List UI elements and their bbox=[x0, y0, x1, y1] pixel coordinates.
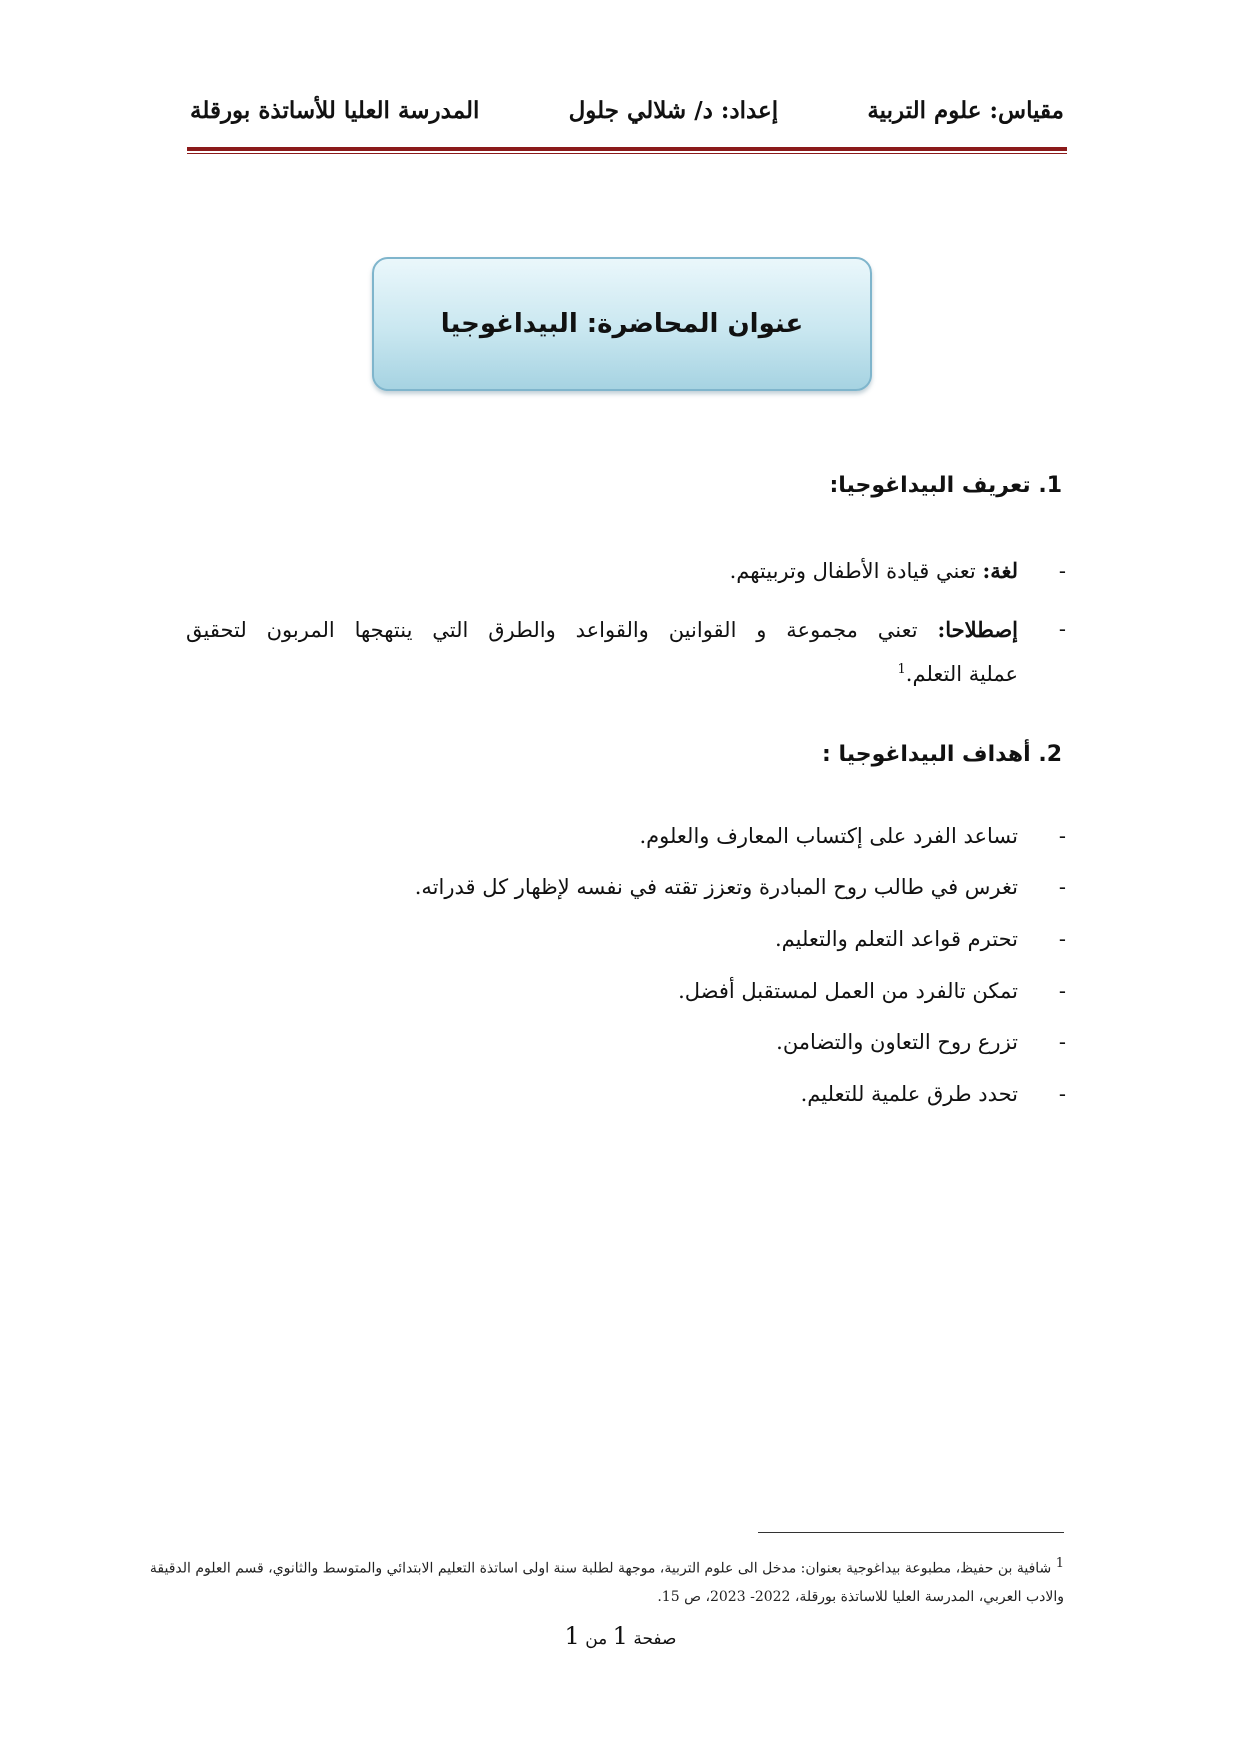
page-total: 1 bbox=[564, 1622, 580, 1650]
page-current: 1 bbox=[612, 1622, 628, 1650]
footnote-reference[interactable]: 1 bbox=[897, 662, 906, 677]
bullet-dash: - bbox=[1058, 617, 1066, 641]
bullet-dash: - bbox=[1058, 875, 1066, 899]
page-label: صفحة bbox=[633, 1629, 677, 1649]
footnote-line2: والادب العربي، المدرسة العليا للاساتذة بورقلة، 2022- 2023، ص 15. bbox=[657, 1588, 1064, 1605]
term-technical: إصطلاحا: bbox=[937, 617, 1018, 642]
goal-item bbox=[639, 821, 1066, 851]
bullet-dash: - bbox=[1058, 1030, 1066, 1054]
definition-term-text: تعني مجموعة و القوانين والقواعد والطرق التي ينتهجها المربون لتحقيق bbox=[186, 618, 938, 642]
footnote bbox=[149, 1550, 1064, 1611]
page-header bbox=[190, 90, 1064, 130]
page-number bbox=[0, 1622, 1241, 1650]
bullet-dash: - bbox=[1058, 1082, 1066, 1106]
goal-text: تزرع روح التعاون والتضامن. bbox=[776, 1030, 1018, 1054]
goal-item bbox=[801, 1079, 1066, 1109]
header-rule-thick bbox=[187, 147, 1067, 151]
header-course: مقياس: علوم التربية bbox=[867, 96, 1064, 124]
goal-text: تحدد طرق علمية للتعليم. bbox=[800, 1082, 1018, 1106]
goal-item bbox=[776, 1027, 1066, 1057]
goal-item bbox=[415, 872, 1066, 902]
bullet-dash: - bbox=[1058, 979, 1066, 1003]
definition-term-continuation: عملية التعلم. bbox=[905, 662, 1018, 686]
bullet-dash: - bbox=[1058, 559, 1066, 583]
section1-heading: 1. تعريف البيداغوجيا: bbox=[829, 473, 1062, 498]
page-of-label: من bbox=[585, 1629, 608, 1649]
header-author: إعداد: د/ شلالي جلول bbox=[568, 96, 779, 124]
header-institution: المدرسة العليا للأساتذة بورقلة bbox=[190, 96, 480, 124]
footnote-separator bbox=[758, 1532, 1064, 1533]
lecture-title: عنوان المحاضرة: البيداغوجيا bbox=[440, 309, 804, 339]
section2-heading: 2. أهداف البيداغوجيا : bbox=[822, 742, 1062, 767]
goal-text: تحترم قواعد التعلم والتعليم. bbox=[774, 927, 1018, 951]
lecture-title-box bbox=[372, 257, 872, 391]
bullet-dash: - bbox=[1058, 824, 1066, 848]
header-rule-thin bbox=[187, 153, 1067, 154]
footnote-number: 1 bbox=[1055, 1556, 1064, 1571]
goal-text: تمكن تالفرد من العمل لمستقبل أفضل. bbox=[678, 979, 1018, 1003]
goal-text: تغرس في طالب روح المبادرة وتعزز تقته في نفسه لإظهار كل قدراته. bbox=[414, 875, 1018, 899]
definition-term bbox=[186, 617, 1066, 686]
definition-language-text: تعني قيادة الأطفال وتربيتهم. bbox=[729, 559, 983, 583]
footnote-line1: شافية بن حفيظ، مطبوعة بيداغوجية بعنوان: مدخل الى علوم التربية، موجهة لطلبة سنة اولى اساتذة التعليم الابتدائي والمتوسط والثانوي، قسم العلوم الدقيقة bbox=[149, 1560, 1052, 1577]
goal-text: تساعد الفرد على إكتساب المعارف والعلوم. bbox=[639, 824, 1018, 848]
goal-item bbox=[678, 976, 1066, 1006]
term-language: لغة: bbox=[982, 558, 1018, 583]
definition-language bbox=[730, 556, 1066, 586]
goal-item bbox=[775, 924, 1066, 954]
bullet-dash: - bbox=[1058, 927, 1066, 951]
